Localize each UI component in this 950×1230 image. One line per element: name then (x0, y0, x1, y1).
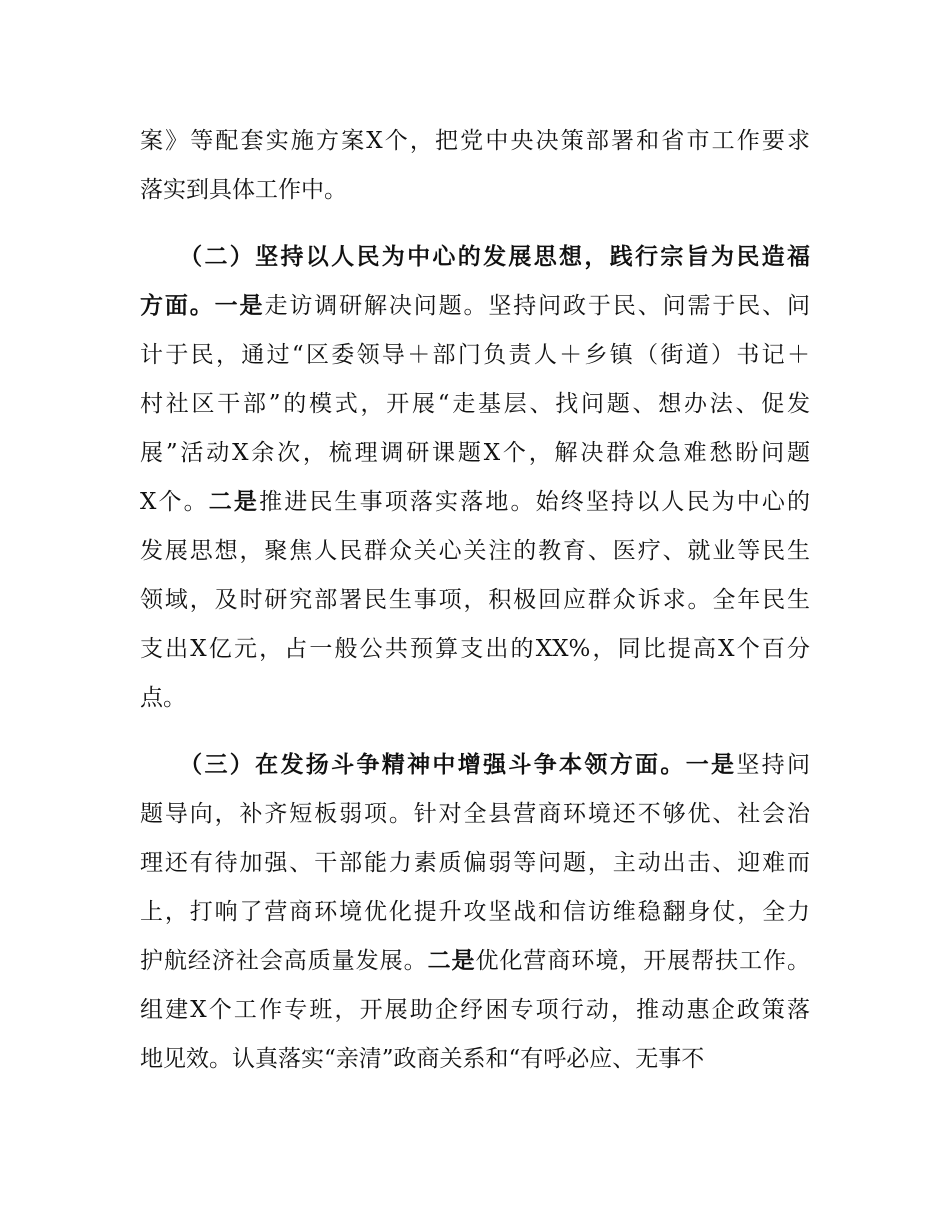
bold-text: （二）坚持以人民为中心的发展思想，践行宗旨为民造福 (140, 244, 810, 270)
body-text: 走访调研解决问题。坚持问政于民、问需于民、问 (264, 293, 811, 319)
text-line (140, 331, 810, 380)
body-text: 落实到具体工作中。 (140, 177, 347, 203)
paragraph (140, 233, 810, 723)
body-text: 案》等配套实施方案X个，把党中央决策部署和省市工作要求 (140, 128, 810, 154)
bold-text: 方面。一是 (140, 293, 265, 319)
body-text: 村社区干部”的模式，开展“走基层、找问题、想办法、促发 (140, 391, 810, 417)
text-line (140, 937, 810, 986)
body-text: 理还有待加强、干部能力素质偏弱等问题，主动出击、迎难而 (140, 850, 810, 876)
paragraph (140, 117, 810, 215)
text-line (140, 790, 810, 839)
text-line (140, 527, 810, 576)
text-line (140, 117, 810, 166)
text-line (140, 233, 810, 282)
text-line (140, 674, 810, 723)
body-text: 支出X亿元，占一般公共预算支出的XX%，同比提高X个百分 (140, 636, 810, 662)
text-line (140, 888, 810, 937)
body-text: 组建X个工作专班，开展助企纾困专项行动，推动惠企政策落 (140, 997, 810, 1023)
body-text: 领域，及时研究部署民生事项，积极回应群众诉求。全年民生 (140, 587, 810, 613)
body-text: 计于民，通过“区委领导＋部门负责人＋乡镇（街道）书记＋ (140, 342, 810, 368)
body-text: 发展思想，聚焦人民群众关心关注的教育、医疗、就业等民生 (140, 538, 810, 564)
body-text: 坚持问 (736, 752, 811, 778)
body-text: 护航经济社会高质量发展。 (140, 948, 428, 974)
body-text: 点。 (140, 685, 186, 711)
body-text: 上，打响了营商环境优化提升攻坚战和信访维稳翻身仗，全力 (140, 899, 810, 925)
bold-text: 二是 (208, 489, 260, 515)
body-text: 地见效。认真落实“亲清”政商关系和“有呼必应、无事不 (140, 1046, 705, 1072)
text-line (140, 478, 810, 527)
body-text: 推进民生事项落实落地。始终坚持以人民为中心的 (259, 489, 811, 515)
document-body (140, 117, 810, 1102)
text-line (140, 986, 810, 1035)
text-line (140, 282, 810, 331)
text-line (140, 380, 810, 429)
body-text: 题导向，补齐短板弱项。针对全县营商环境还不够优、社会治 (140, 801, 810, 827)
text-line (140, 1035, 810, 1084)
text-line (140, 166, 810, 215)
bold-text: 二是 (427, 948, 476, 974)
body-text: 展”活动X余次，梳理调研课题X个，解决群众急难愁盼问题 (140, 440, 810, 466)
paragraph (140, 741, 810, 1084)
text-line (140, 429, 810, 478)
text-line (140, 741, 810, 790)
body-text: X个。 (140, 489, 209, 515)
text-line (140, 576, 810, 625)
body-text: 优化营商环境，开展帮扶工作。 (475, 948, 811, 974)
bold-text: （三）在发扬斗争精神中增强斗争本领方面。一是 (140, 752, 737, 778)
text-line (140, 625, 810, 674)
text-line (140, 839, 810, 888)
